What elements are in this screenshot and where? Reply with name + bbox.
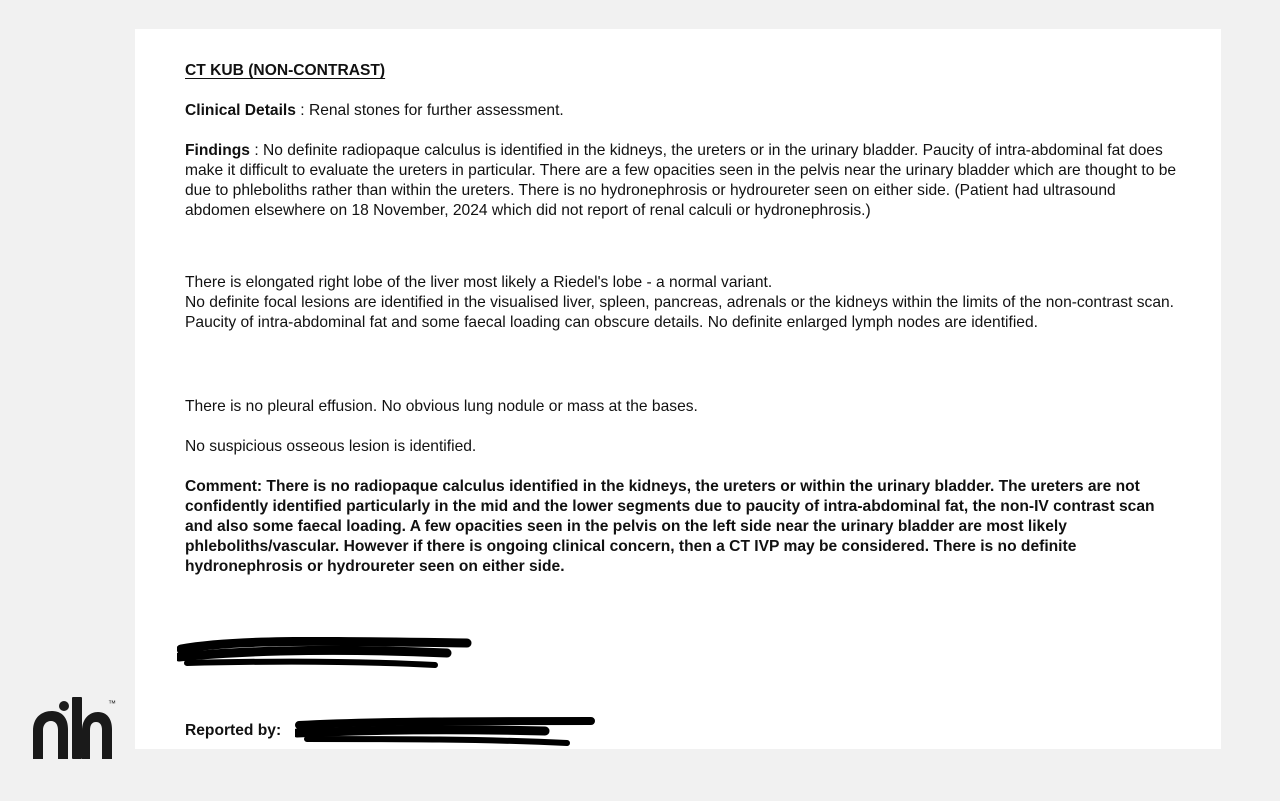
- osseous-line: No suspicious osseous lesion is identified.: [185, 438, 477, 455]
- reported-by-label: Reported by:: [185, 722, 282, 739]
- nh-logo: [30, 697, 120, 767]
- clinical-details: [185, 101, 1185, 121]
- report-page: [135, 29, 1221, 749]
- findings-label: Findings: [185, 142, 250, 159]
- redaction-scribble-2: [295, 713, 595, 749]
- reporter-redaction: [295, 713, 595, 749]
- liver-line: There is elongated right lobe of the liver most likely a Riedel's lobe - a normal variant.: [185, 274, 773, 291]
- comment: Comment: There is no radiopaque calculus identified in the kidneys, the ureters or within the urinary bladder. The ureters are not confidently identified particularly in the mid and the lower segments due to paucity of intra-abdominal fat, the non-IV contrast scan and also some faecal loading. A few opacities seen in the pelvis on the left side near the urinary bladder are most likely phleboliths/vascular. However if there is ongoing clinical concern, then a CT IVP may be considered. There is no definite hydronephrosis or hydroureter seen on either side.: [185, 478, 1155, 575]
- radiologist-redaction: [177, 637, 477, 671]
- clinical-details-label: Clinical Details: [185, 102, 296, 119]
- clinical-details-text: : Renal stones for further assessment.: [300, 102, 564, 119]
- nh-logo-icon: [30, 697, 120, 767]
- redaction-scribble-1: [177, 637, 477, 671]
- pleural-line: There is no pleural effusion. No obvious lung nodule or mass at the bases.: [185, 398, 698, 415]
- report-title: CT KUB (NON-CONTRAST): [185, 62, 386, 79]
- trademark-mark: ™: [108, 699, 116, 708]
- reported-by: [185, 721, 281, 741]
- focal-lesions: No definite focal lesions are identified in the visualised liver, spleen, pancreas, adrenals or the kidneys within the limits of the non-contrast scan. Paucity of intra-abdominal fat and some faecal loading can obscure details. No definite enlarged lymph nodes are identified.: [185, 294, 1175, 331]
- findings: [185, 141, 1185, 221]
- findings-text: : No definite radiopaque calculus is identified in the kidneys, the ureters or in the urinary bladder. Paucity of intra-abdominal fat does make it difficult to evaluate the ureters in particular. There are a few opacities seen in the pelvis near the urinary bladder which are thought to be due to phleboliths rather than within the ureters. There is no hydronephrosis or hydroureter seen on either side. (Patient had ultrasound abdomen elsewhere on 18 November, 2024 which did not report of renal calculi or hydronephrosis.): [185, 142, 1177, 219]
